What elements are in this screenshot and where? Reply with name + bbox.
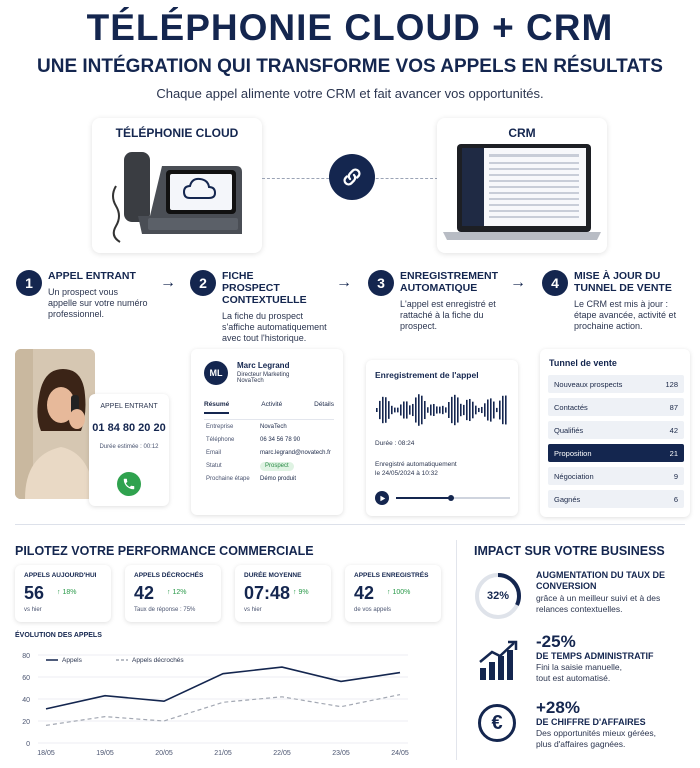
impact-item (536, 570, 686, 615)
call-number: 01 84 80 20 20 (92, 422, 166, 434)
waveform (374, 392, 510, 428)
waveform-bar (496, 408, 498, 412)
waveform-bar (430, 405, 432, 416)
field-key: Téléphone (206, 437, 235, 443)
waveform-bar (418, 394, 420, 426)
waveform-bar (376, 408, 378, 412)
step-1 (16, 270, 166, 320)
chart-title: ÉVOLUTION DES APPELS (15, 632, 102, 639)
conversion-ring (474, 572, 522, 620)
waveform-bar (424, 401, 426, 419)
page-tagline: Chaque appel alimente votre CRM et fait avancer vos opportunités. (156, 86, 544, 101)
arrow-icon: → (510, 274, 526, 291)
waveform-bar (475, 406, 477, 415)
kpi-label: APPELS DÉCROCHÉS (134, 572, 204, 579)
sales-funnel-card (540, 349, 690, 517)
recording-card (366, 360, 518, 516)
field-key: Statut (206, 463, 222, 469)
funnel-row[interactable] (548, 421, 684, 439)
header (0, 0, 700, 101)
y-tick-label: 60 (22, 675, 30, 682)
play-icon (379, 495, 386, 502)
kpi-delta: ↑ 18% (57, 589, 77, 596)
impact-item-value: -25% (536, 632, 576, 651)
kpi-label: APPELS AUJOURD'HUI (24, 572, 97, 579)
step-number: 2 (190, 270, 216, 296)
calls-line-chart (8, 645, 423, 765)
recording-duration: Durée : 08:24 (375, 440, 415, 447)
kpi-delta: ↑ 12% (167, 589, 187, 596)
x-tick-label: 23/05 (332, 750, 350, 757)
x-tick-label: 19/05 (96, 750, 114, 757)
funnel-label: Contactés (554, 402, 588, 412)
field-row (206, 462, 336, 475)
field-row (206, 436, 336, 449)
kpi-value: 56 (24, 583, 45, 603)
waveform-bar (481, 407, 483, 413)
field-value[interactable]: marc.legrand@novatech.fr (260, 450, 331, 456)
funnel-value: 42 (669, 425, 678, 435)
waveform-bar (490, 398, 492, 421)
waveform-bar (436, 406, 438, 413)
field-row (206, 475, 336, 488)
conversion-value: 32% (486, 590, 510, 602)
desk-phone-icon (102, 146, 252, 246)
waveform-bar (403, 401, 405, 418)
waveform-bar (409, 405, 411, 414)
incoming-call-card (89, 394, 169, 506)
recording-date: le 24/05/2024 à 10:32 (375, 470, 438, 477)
impact-item-desc: Des opportunités mieux gérées, plus d'affaires gagnées. (536, 728, 657, 749)
funnel-label: Gagnés (554, 494, 581, 504)
waveform-bar (472, 402, 474, 419)
vertical-divider (456, 540, 457, 760)
performance-title: PILOTEZ VOTRE PERFORMANCE COMMERCIALE (15, 544, 314, 558)
waveform-bar (382, 397, 384, 423)
telephony-label: TÉLÉPHONIE CLOUD (115, 126, 239, 140)
waveform-bar (487, 399, 489, 420)
kpi-label: DURÉE MOYENNE (244, 572, 302, 579)
legend-label: Appels (62, 657, 82, 664)
kpi-sub: Taux de réponse : 75% (134, 607, 196, 613)
step-desc: Le CRM est mis à jour : étape avancée, activité et prochaine action. (574, 299, 677, 331)
kpi-sub: vs hier (244, 607, 262, 613)
prospect-fields (206, 423, 336, 488)
kpi-value: 42 (354, 583, 375, 603)
impact-title: IMPACT SUR VOTRE BUSINESS (474, 544, 665, 558)
field-key: Prochaine étape (206, 476, 250, 482)
waveform-bar (457, 397, 459, 422)
caller-photo (15, 349, 95, 499)
waveform-bar (379, 401, 381, 419)
waveform-bar (502, 396, 504, 424)
arrow-icon: → (160, 274, 176, 291)
waveform-bar (442, 406, 444, 414)
funnel-row[interactable] (548, 467, 684, 485)
kpi-card (125, 565, 221, 622)
recording-note: Enregistré automatiquement (375, 461, 457, 468)
waveform-bar (400, 404, 402, 415)
call-duration: Durée estimée : 00:12 (99, 444, 159, 450)
avatar: ML (204, 361, 228, 385)
kpi-sub: vs hier (24, 607, 42, 613)
audio-progress-fill (396, 497, 451, 499)
prospect-role: Directeur Marketing (237, 372, 290, 378)
kpi-sub: de vos appels (354, 607, 392, 613)
waveform-bar (427, 407, 429, 413)
impact-item (536, 699, 686, 750)
legend-label: Appels décrochés (132, 657, 184, 664)
waveform-bar (439, 407, 441, 414)
kpi-value: 42 (134, 583, 155, 603)
x-tick-label: 21/05 (214, 750, 232, 757)
funnel-title: Tunnel de vente (549, 358, 617, 368)
play-button[interactable] (375, 491, 389, 505)
answer-call-button[interactable] (117, 472, 141, 496)
kpi-value: 07:48 (244, 583, 291, 603)
divider (15, 524, 685, 525)
recording-title: Enregistrement de l'appel (375, 370, 479, 380)
tab-activite[interactable]: Activité (261, 401, 283, 408)
tab-details[interactable]: Détails (314, 401, 334, 408)
step-number: 1 (16, 270, 42, 296)
series-line-0 (46, 667, 400, 709)
field-key: Entreprise (206, 424, 234, 430)
prospect-card (191, 349, 343, 515)
step-desc: Un prospect vous appelle sur votre numéro professionnel. (48, 287, 148, 319)
step-number: 4 (542, 270, 568, 296)
audio-scrubber[interactable] (448, 495, 454, 501)
funnel-label: Nouveaux prospects (554, 379, 623, 389)
waveform-bar (505, 396, 507, 425)
impact-item-desc: grâce à un meilleur suivi et à des relances contextuelles. (536, 593, 661, 614)
impact-item-title: DE CHIFFRE D'AFFAIRES (536, 717, 646, 727)
kpi-card (345, 565, 441, 622)
step-title: APPEL ENTRANT (48, 270, 136, 282)
funnel-value: 128 (665, 379, 678, 389)
arrow-icon: → (336, 274, 352, 291)
page-title: TÉLÉPHONIE CLOUD + CRM (86, 7, 614, 48)
link-icon (329, 154, 375, 200)
waveform-bar (478, 408, 480, 412)
waveform-bar (448, 402, 450, 418)
funnel-value: 9 (673, 471, 678, 481)
laptop-icon (437, 144, 607, 244)
step-4 (542, 270, 692, 332)
audio-progress-bar[interactable] (396, 497, 510, 499)
kpi-delta: ↑ 100% (387, 589, 411, 596)
y-tick-label: 0 (26, 741, 30, 748)
waveform-bar (391, 406, 393, 414)
funnel-label: Proposition (554, 448, 592, 458)
funnel-value: 87 (669, 402, 678, 412)
y-tick-label: 80 (22, 653, 30, 660)
waveform-bar (499, 401, 501, 420)
field-value: Démo produit (260, 476, 297, 482)
waveform-bar (451, 397, 453, 423)
funnel-row[interactable] (548, 398, 684, 416)
impact-item-desc: Fini la saisie manuelle, tout est automatisé. (536, 662, 622, 683)
phone-icon (122, 477, 136, 491)
kpi-card (15, 565, 111, 622)
euro-icon: € (478, 704, 516, 742)
impact-item (536, 633, 686, 684)
step-desc: La fiche du prospect s'affiche automatiquement avec tout l'historique. (222, 311, 327, 343)
kpi-delta: ↑ 9% (293, 589, 309, 596)
step-desc: L'appel est enregistré et rattaché à la fiche du prospect. (400, 299, 496, 331)
field-row (206, 423, 336, 436)
impact-item-value: +28% (536, 698, 580, 717)
x-tick-label: 18/05 (37, 750, 55, 757)
impact-item-title: AUGMENTATION DU TAUX DE CONVERSION (536, 570, 665, 591)
waveform-bar (454, 395, 456, 425)
x-tick-label: 22/05 (273, 750, 291, 757)
funnel-row[interactable] (548, 490, 684, 508)
waveform-bar (388, 401, 390, 419)
funnel-label: Qualifiés (554, 425, 584, 435)
funnel-row-active[interactable] (548, 444, 684, 462)
funnel-label: Négociation (554, 471, 594, 481)
waveform-bar (415, 397, 417, 422)
x-tick-label: 24/05 (391, 750, 409, 757)
y-tick-label: 40 (22, 697, 30, 704)
waveform-bar (433, 404, 435, 416)
field-value: 06 34 56 78 90 (260, 437, 301, 443)
y-tick-label: 20 (22, 719, 30, 726)
waveform-bar (394, 408, 396, 413)
funnel-value: 21 (669, 448, 678, 458)
bar-growth-icon (476, 640, 520, 682)
waveform-bar (421, 396, 423, 425)
kpi-card (235, 565, 331, 622)
field-key: Email (206, 450, 222, 456)
waveform-bar (412, 404, 414, 416)
crm-label: CRM (508, 126, 536, 140)
waveform-bar (466, 400, 468, 420)
x-tick-label: 20/05 (155, 750, 173, 757)
tab-resume[interactable]: Résumé (204, 401, 229, 414)
step-2 (190, 270, 340, 344)
step-title: ENREGISTREMENT AUTOMATIQUE (400, 270, 499, 294)
telephony-card (92, 118, 262, 253)
field-value: NovaTech (260, 424, 287, 430)
step-title: MISE À JOUR DU TUNNEL DE VENTE (574, 270, 672, 294)
step-title: FICHE PROSPECT CONTEXTUELLE (222, 270, 307, 306)
waveform-bar (385, 397, 387, 423)
waveform-bar (397, 408, 399, 413)
funnel-row[interactable] (548, 375, 684, 393)
step-number: 3 (368, 270, 394, 296)
impact-item-title: DE TEMPS ADMINISTRATIF (536, 651, 654, 661)
field-row (206, 449, 336, 462)
waveform-bar (484, 403, 486, 416)
call-label: APPEL ENTRANT (100, 403, 158, 410)
waveform-bar (445, 407, 447, 412)
waveform-bar (406, 401, 408, 418)
step-3 (368, 270, 518, 332)
waveform-bar (493, 402, 495, 419)
prospect-name: Marc Legrand (237, 361, 290, 370)
funnel-value: 6 (673, 494, 678, 504)
status-badge: Prospect (260, 462, 294, 471)
waveform-bar (469, 399, 471, 421)
crm-card (437, 118, 607, 253)
waveform-bar (460, 404, 462, 416)
prospect-company: NovaTech (237, 378, 264, 384)
kpi-label: APPELS ENREGISTRÉS (354, 572, 429, 579)
waveform-bar (463, 405, 465, 415)
page-subtitle: UNE INTÉGRATION QUI TRANSFORME VOS APPELS EN RÉSULTATS (37, 56, 663, 77)
